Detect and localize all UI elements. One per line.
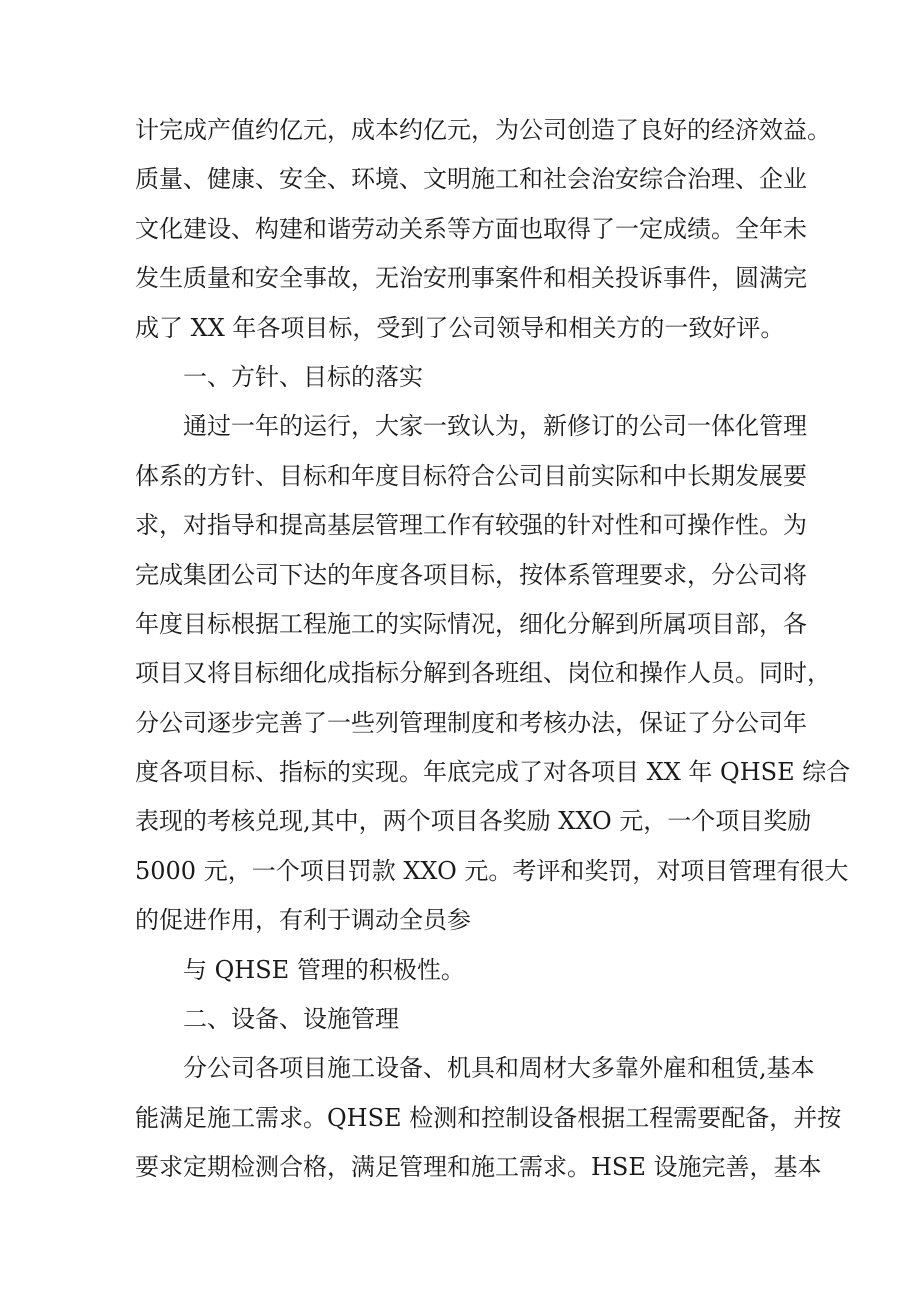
paragraph-line: 完成集团公司下达的年度各项目标，按体系管理要求，分公司将 [135,560,807,589]
paragraph-line: 通过一年的运行，大家一致认为，新修订的公司一体化管理 [183,412,807,441]
paragraph-line: 计完成产值约亿元，成本约亿元，为公司创造了良好的经济效益。 [135,116,831,144]
paragraph-line: 能满足施工需求。QHSE 检测和控制设备根据工程需要配备，并按 [135,1103,842,1132]
paragraph-line: 度各项目标、指标的实现。年底完成了对各项目 XX 年 QHSE 综合 [135,758,851,787]
paragraph-line: 质量、健康、安全、环境、文明施工和社会治安综合治理、企业 [135,165,807,194]
paragraph-line: 成了 XX 年各项目标，受到了公司领导和相关方的一致好评。 [135,313,785,342]
paragraph-line: 5000 元，一个项目罚款 XXO 元。考评和奖罚，对项目管理有很大 [135,856,849,885]
paragraph-line: 的促进作用，有利于调动全员参 [135,906,471,935]
section-heading: 二、设备、设施管理 [183,1005,399,1034]
paragraph-line: 分公司逐步完善了一些列管理制度和考核办法，保证了分公司年 [135,708,807,737]
paragraph-line: 表现的考核兑现,其中，两个项目各奖励 XXO 元，一个项目奖励 [135,807,812,836]
paragraph-line: 发生质量和安全事故，无治安刑事案件和相关投诉事件，圆满完 [135,264,807,293]
section-heading: 一、方针、目标的落实 [183,362,423,391]
paragraph-line: 年度目标根据工程施工的实际情况，细化分解到所属项目部，各 [135,609,807,638]
paragraph-line: 项目又将目标细化成指标分解到各班组、岗位和操作人员。同时， [135,659,831,688]
paragraph-line: 文化建设、构建和谐劳动关系等方面也取得了一定成绩。全年未 [135,214,807,243]
paragraph-line: 分公司各项目施工设备、机具和周材大多靠外雇和租赁,基本 [183,1054,815,1083]
paragraph-line: 求，对指导和提高基层管理工作有较强的针对性和可操作性。为 [135,511,807,540]
paragraph-line: 体系的方针、目标和年度目标符合公司目前实际和中长期发展要 [135,461,807,490]
document-body [135,106,851,1193]
paragraph-line: 与 QHSE 管理的积极性。 [183,955,465,984]
paragraph-line: 要求定期检测合格，满足管理和施工需求。HSE 设施完善，基本 [135,1153,822,1182]
